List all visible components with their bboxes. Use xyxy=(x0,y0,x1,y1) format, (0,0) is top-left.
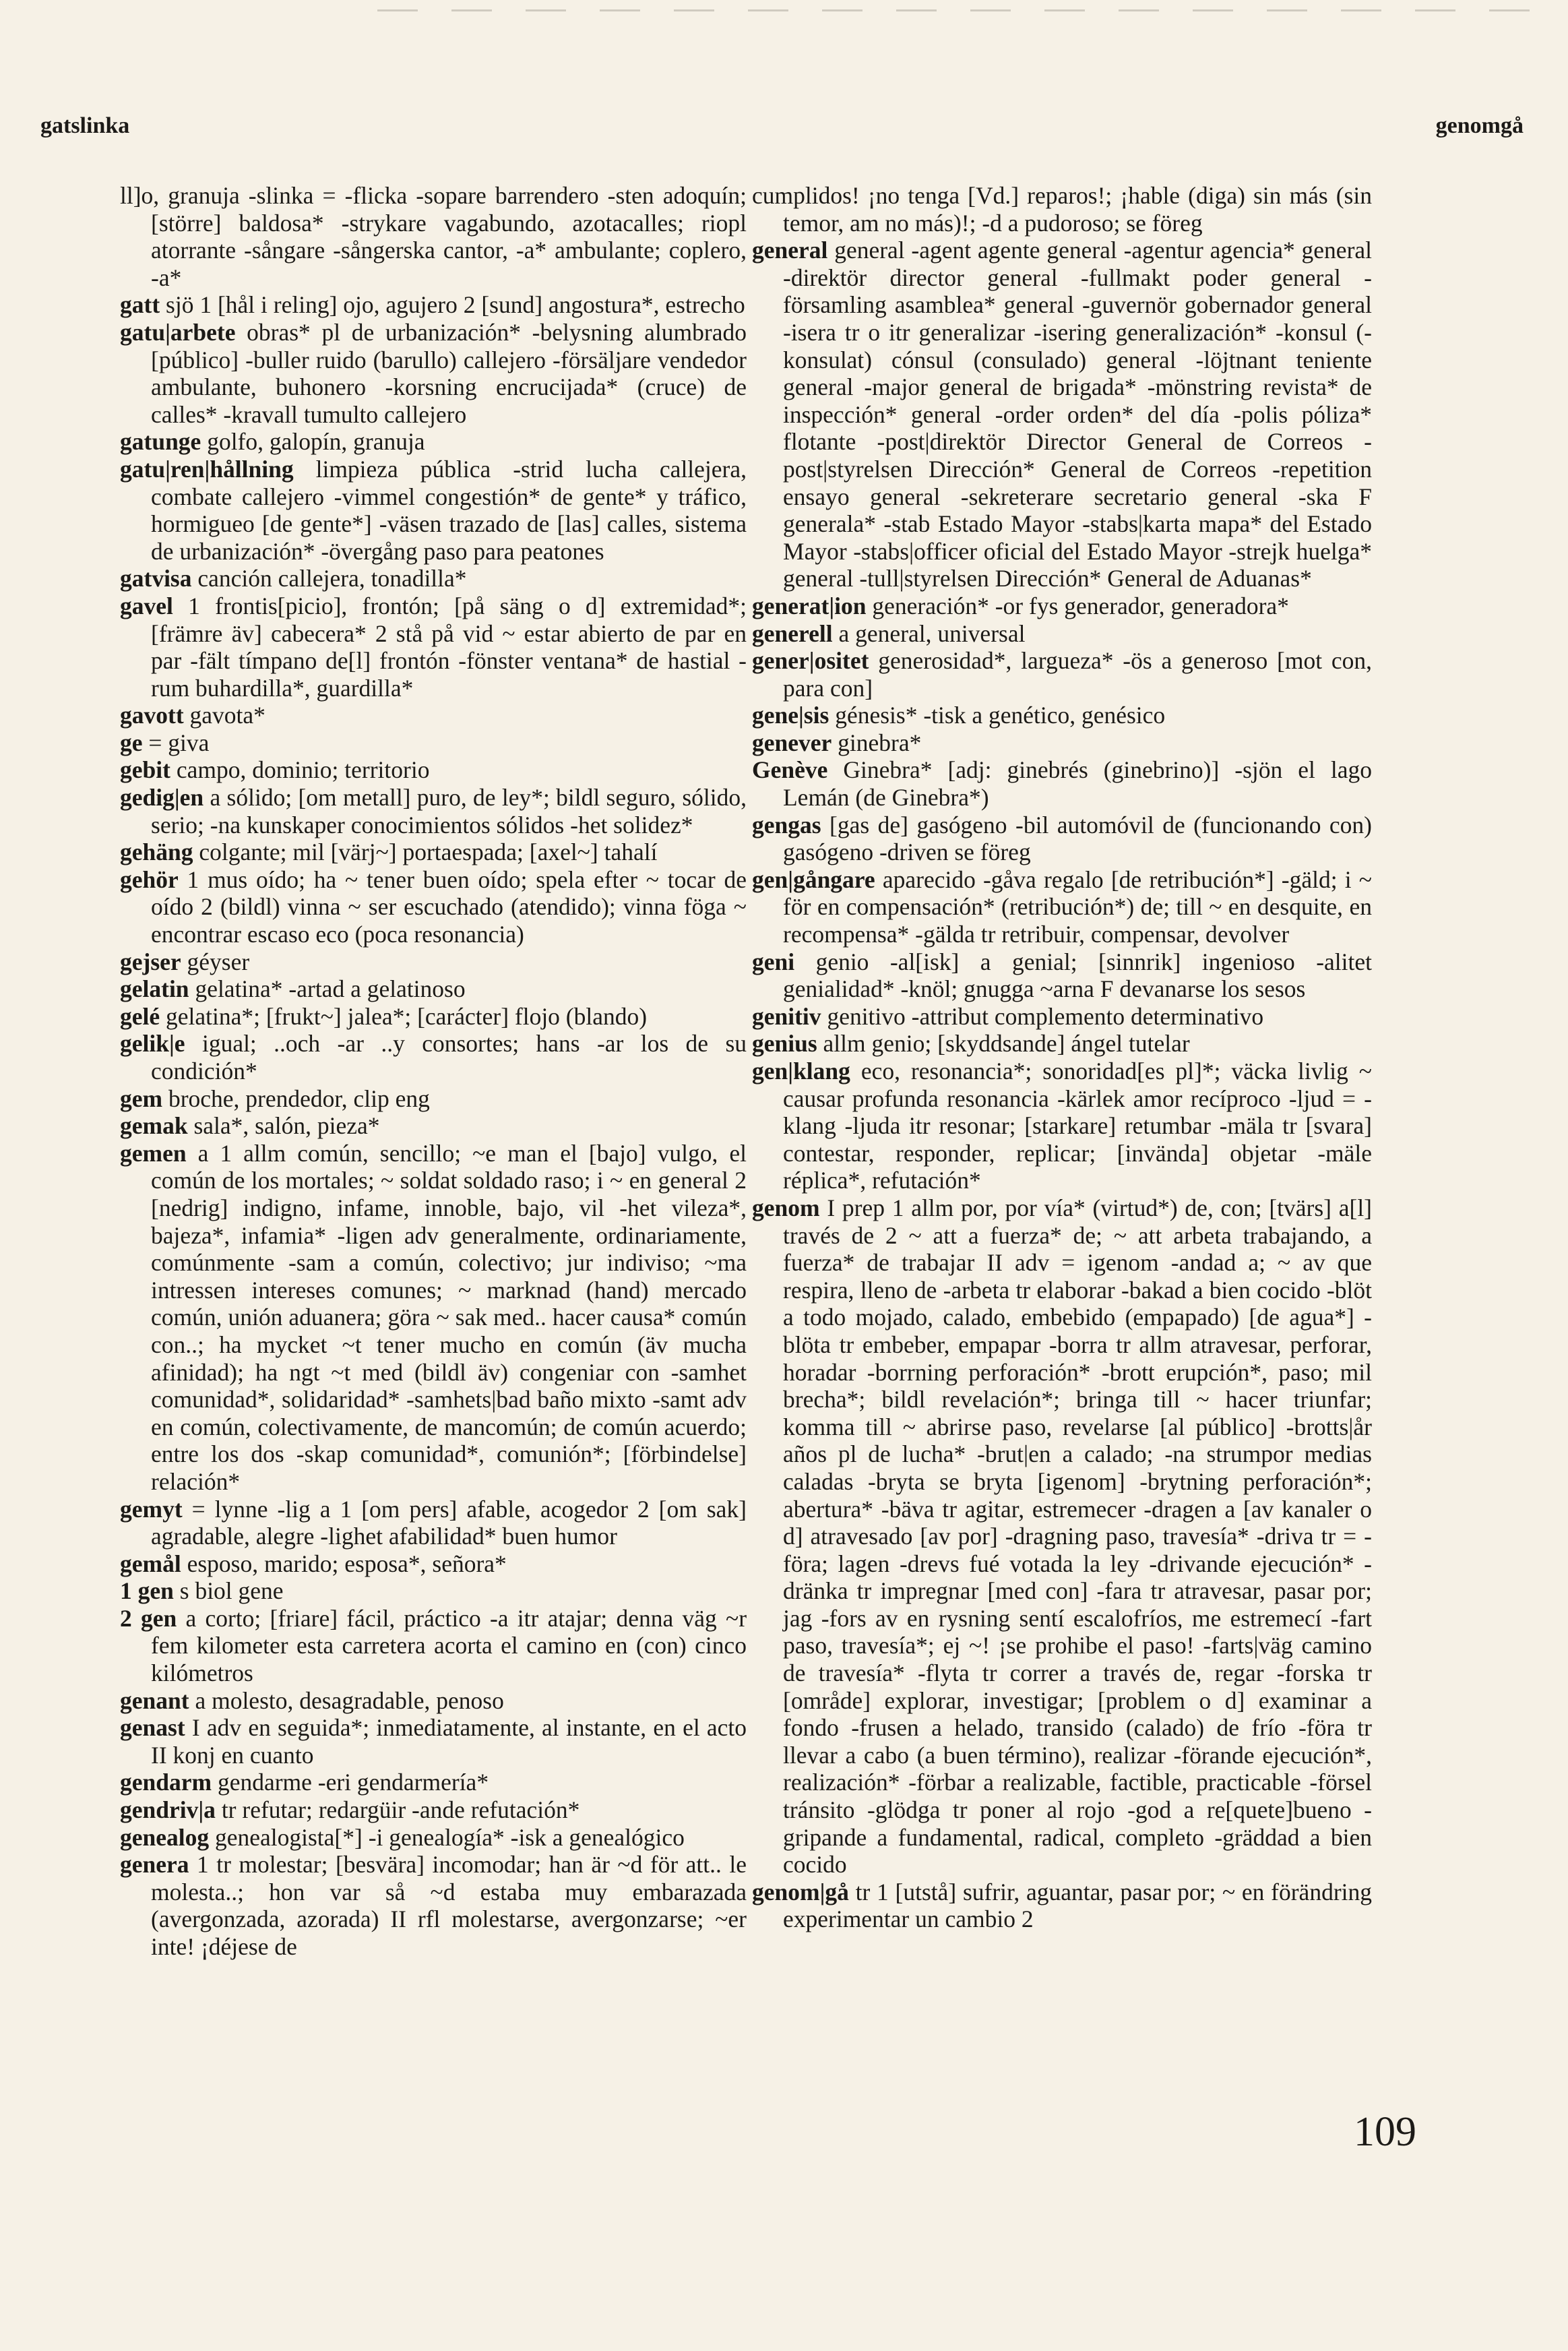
guide-word-left: gatslinka xyxy=(40,113,130,138)
entry-definition: gelatina*; [frukt~] jalea*; [carácter] flojo (blando) xyxy=(166,1002,648,1030)
entry-headword: gatu|ren|hållning xyxy=(120,455,294,483)
entry-headword: genant xyxy=(120,1686,189,1714)
entry-definition: igual; ..och -ar ..y consortes; hans -ar los de su condición* xyxy=(151,1030,747,1085)
entry-headword: gatu|arbete xyxy=(120,318,236,346)
dictionary-entry xyxy=(120,319,747,428)
entry-definition: generación* -or fys generador, generadora* xyxy=(872,592,1289,619)
entry-definition: aparecido -gåva regalo [de retribución*] -gäld; i ~ för en compensación* (retribución*) de; till ~ en desquite, en recompensa* -gälda tr retribuir, compensar, devolver xyxy=(783,865,1373,948)
dictionary-entry xyxy=(120,1577,747,1605)
dictionary-entry xyxy=(120,1851,747,1960)
entry-definition: gendarme -eri gendarmería* xyxy=(217,1769,489,1796)
entry-definition: a 1 allm común, sencillo; ~e man el [bajo] vulgo, el común de los mortales; ~ soldat soldado raso; i ~ en general 2 [nedrig] indigno, infame, innoble, bajo, vil -het vileza*, bajeza*, infamia* -ligen adv generalmente, ordinariamente, comúnmente -sam a común, colectivo; jur indiviso; ~ma intressen intereses comunes; ~ marknad (hand) mercado común, unión aduanera; göra ~ sak med.. hacer causa* común con..; ha mycket ~t tener mucho en común (äv mucha afinidad); ha ngt ~t med (bildl äv) congeniar con -samhet comunidad*, solidaridad* -samhets|bad baño mixto -samt adv en común, colectivamente, de mancomún; de común acuerdo; entre los dos -skap comunidad*, comunión*; [förbindelse] relación* xyxy=(151,1139,747,1495)
entry-headword: genera xyxy=(120,1851,189,1879)
scan-top-edge xyxy=(377,9,1541,11)
entry-definition: allm genio; [skyddsande] ángel tutelar xyxy=(823,1030,1190,1058)
entry-definition: esposo, marido; esposa*, señora* xyxy=(187,1550,507,1577)
dictionary-entry xyxy=(120,1550,747,1578)
dictionary-entry xyxy=(120,784,747,838)
dictionary-entry xyxy=(120,456,747,565)
entry-definition: [gas de] gasógeno -bil automóvil de (funcionando con) gasógeno -driven se föreg xyxy=(783,811,1372,866)
entry-definition: I prep 1 allm por, por vía* (virtud*) de, con; [tvärs] a[l] través de 2 ~ att a fuerza* de; ~ att arbeta trabajando, a fuerza* de trabajar II adv = igenom -andad a; ~ av que respira, lleno de -arbeta tr elaborar -bakad a bien cocido -blöt a todo mojado, calado, embebido (empapado) [de agua*] -blöta tr embeber, empapar -borra tr allm atravesar, perforar, horadar -borrning perforación* -brott erupción*, paso; mil brecha*; bildl revelación*; bringa till ~ hacer triunfar; komma till ~ abrirse paso, revelarse [al público] -brotts|år años pl de lucha* -brut|en a calado; -na strumpor medias caladas -bryta se bryta [igenom] -brytning perforación*; abertura* -bäva tr agitar, estremecer -dragen a [av kanaler o d] atravesado [av por] -dragning paso, travesía* -driva tr = -föra; lagen -drevs fué votada la ley -drivande ejecución* -dränka tr impregnar [med con] -fara tr atravesar, pasar por; jag -fors av en rysning sentí escalofríos, me estremecí -fart paso, travesía*; ej ~! ¡se prohibe el paso! -farts|väg camino de travesía* -flyta tr correr a través de, regar -forska tr [område] explorar, investigar; [problem o d] examinar a fondo -frusen a helado, transido (calado) de frío -föra tr llevar a cabo (a buen término), realizar -förande ejecución*, realización* -förbar a realizable, factible, practicable -försel tránsito -glödga tr poner al rojo -god a re[quete]bueno -gripande a fundamental, radical, completo -gräddad a bien cocido xyxy=(783,1194,1373,1879)
entry-headword: gelatin xyxy=(120,975,189,1003)
entry-headword: genitiv xyxy=(752,1002,821,1030)
entry-definition: gelatina* -artad a gelatinoso xyxy=(195,975,466,1003)
entry-definition: Ginebra* [adj: ginebrés (ginebrino)] -sjön el lago Lemán (de Ginebra*) xyxy=(783,756,1372,812)
entry-definition: obras* pl de urbanización* -belysning alumbrado [público] -buller ruido (barullo) callejero -försäljare vendedor ambulante, buhonero -korsning encrucijada* (cruce) de calles* -kravall tumulto callejero xyxy=(151,318,747,428)
entry-headword: gatunge xyxy=(120,428,201,456)
left-column xyxy=(120,182,747,1961)
page-number: 109 xyxy=(1354,2109,1416,2155)
entry-headword: gen|gångare xyxy=(752,865,875,893)
entry-definition: eco, resonancia*; sonoridad[es pl]*; väcka livlig ~ causar profunda resonancia -kärlek amor recíproco -ljud = -klang -ljuda itr resonar; [starkare] retumbar -mäla tr [svara] contestar, responder, replicar; [invända] objetar -mäle réplica*, refutación* xyxy=(783,1058,1373,1194)
dictionary-entry xyxy=(120,565,747,592)
entry-definition: ginebra* xyxy=(838,729,922,756)
dictionary-entry xyxy=(120,838,747,866)
dictionary-entry xyxy=(120,1687,747,1715)
dictionary-entry xyxy=(120,702,747,729)
entry-headword: gener|ositet xyxy=(752,647,869,675)
entry-definition: generosidad*, largueza* -ös a generoso [mot con, para con] xyxy=(783,647,1372,702)
entry-headword: gendriv|a xyxy=(120,1796,216,1824)
entry-headword: gelik|e xyxy=(120,1030,185,1058)
dictionary-entry xyxy=(120,1003,747,1031)
dictionary-entry xyxy=(752,592,1372,620)
dictionary-entry xyxy=(120,975,747,1003)
dictionary-entry xyxy=(752,1030,1372,1058)
entry-definition: genitivo -attribut complemento determinativo xyxy=(827,1002,1264,1030)
dictionary-entry xyxy=(752,812,1372,866)
entry-headword: gemen xyxy=(120,1139,187,1167)
entry-headword: gatt xyxy=(120,291,160,319)
entry-definition: campo, dominio; territorio xyxy=(176,756,430,784)
entry-definition: sjö 1 [hål i reling] ojo, agujero 2 [sund] angostura*, estrecho xyxy=(166,291,745,319)
entry-definition: genio -al[isk] a genial; [sinnrik] ingenioso -alitet genialidad* -knöl; gnugga ~arna F devanarse los sesos xyxy=(783,948,1372,1003)
entry-definition: génesis* -tisk a genético, genésico xyxy=(835,702,1166,729)
dictionary-entry xyxy=(752,948,1372,1003)
dictionary-entry xyxy=(752,702,1372,729)
entry-definition: tr 1 [utstå] sufrir, aguantar, pasar por; ~ en förändring experimentar un cambio 2 xyxy=(783,1878,1372,1933)
entry-headword: 1 gen xyxy=(120,1577,174,1605)
dictionary-entry xyxy=(752,729,1372,757)
entry-definition: a general, universal xyxy=(838,619,1026,647)
dictionary-entry xyxy=(752,620,1372,648)
entry-headword: gen|klang xyxy=(752,1058,850,1085)
entry-definition: general -agent agente general -agentur agencia* general -direktör director general -fullmakt poder general -församling asamblea* general -guvernör gobernador general -isera tr o itr generalizar -isering generalización* -konsul (-konsulat) cónsul (consulado) general -löjtnant teniente general -major general de brigada* -mönstring revista* de inspección* general -order orden* del día -polis póliza* flotante -post|direktör Director General de Correos -post|styrelsen Dirección* General de Correos -repetition ensayo general -sekreterare secretario general -ska F generala* -stab Estado Mayor -stabs|karta mapa* del Estado Mayor -stabs|officer oficial del Estado Mayor -strejk huelga* general -tull|styrelsen Dirección* General de Aduanas* xyxy=(783,237,1373,592)
entry-headword: genever xyxy=(752,729,832,756)
dictionary-entry xyxy=(752,647,1372,702)
entry-headword: gejser xyxy=(120,948,181,975)
entry-headword: gedig|en xyxy=(120,784,204,812)
entry-headword: gemål xyxy=(120,1550,181,1577)
dictionary-entry xyxy=(120,1496,747,1550)
entry-definition: 1 tr molestar; [besvära] incomodar; han är ~d för att.. le molesta..; hon var så ~d estaba muy embarazada (avergonzada, azorada) II rfl molestarse, avergonzarse; ~er inte! ¡déjese de xyxy=(151,1851,747,1960)
entry-headword: genom xyxy=(752,1194,820,1221)
entry-definition: limpieza pública -strid lucha callejera, combate callejero -vimmel congestión* de gente* y tráfico, hormigueo [de gente*] -väsen trazado de [las] calles, sistema de urbanización* -övergång paso para peatones xyxy=(151,455,747,565)
entry-headword: genius xyxy=(752,1030,817,1058)
dictionary-entry xyxy=(752,1003,1372,1031)
entry-definition: golfo, galopín, granuja xyxy=(207,428,425,456)
entry-headword: gatvisa xyxy=(120,565,192,592)
entry-definition: colgante; mil [värj~] portaespada; [axel~] tahalí xyxy=(199,838,658,866)
entry-headword: gavel xyxy=(120,592,173,619)
right-column xyxy=(752,182,1372,1933)
entry-definition: = giva xyxy=(148,729,210,756)
entry-headword: gem xyxy=(120,1085,163,1112)
dictionary-entry xyxy=(752,237,1372,592)
dictionary-entry xyxy=(120,182,747,291)
entry-definition: a corto; [friare] fácil, práctico -a itr atajar; denna väg ~r fem kilometer esta carretera acorta el camino en (con) cinco kilómetros xyxy=(151,1604,747,1687)
entry-headword: gehör xyxy=(120,865,179,893)
dictionary-entry xyxy=(120,1085,747,1113)
page-header xyxy=(40,113,1528,154)
dictionary-entry xyxy=(120,1714,747,1769)
entry-definition: 1 mus oído; ha ~ tener buen oído; spela efter ~ tocar de oído 2 (bildl) vinna ~ ser escuchado (atendido); vinna föga ~ encontrar escaso eco (poca resonancia) xyxy=(151,865,747,948)
guide-word-right: genomgå xyxy=(1435,113,1524,138)
entry-definition: broche, prendedor, clip eng xyxy=(168,1085,430,1112)
entry-headword: gehäng xyxy=(120,838,193,866)
entry-headword: gendarm xyxy=(120,1769,212,1796)
entry-definition: cumplidos! ¡no tenga [Vd.] reparos!; ¡hable (diga) sin más (sin temor, am no más)!; -d a pudoroso; se föreg xyxy=(752,182,1372,237)
dictionary-entry xyxy=(120,1824,747,1852)
entry-definition: tr refutar; redargüir -ande refutación* xyxy=(221,1796,580,1824)
dictionary-entry xyxy=(752,866,1372,948)
entry-headword: ge xyxy=(120,729,143,756)
dictionary-entry xyxy=(120,291,747,319)
dictionary-entry xyxy=(120,866,747,948)
entry-headword: gebit xyxy=(120,756,170,784)
entry-headword: gelé xyxy=(120,1002,160,1030)
entry-definition: canción callejera, tonadilla* xyxy=(197,565,467,592)
dictionary-entry xyxy=(752,756,1372,811)
entry-definition: ll]o, granuja -slinka = -flicka -sopare barrendero -sten adoquín; [större] baldosa* -strykare vagabundo, azotacalles; riopl atorrante -sångare -sångerska cantor, -a* ambulante; coplero, -a* xyxy=(120,182,747,291)
dictionary-entry xyxy=(120,729,747,757)
entry-definition: s biol gene xyxy=(179,1577,284,1605)
dictionary-entry xyxy=(752,1879,1372,1933)
entry-definition: sala*, salón, pieza* xyxy=(193,1112,380,1140)
entry-definition: a sólido; [om metall] puro, de ley*; bildl seguro, sólido, serio; -na kunskaper conocimientos sólidos -het solidez* xyxy=(151,784,747,838)
dictionary-entry xyxy=(120,1112,747,1140)
dictionary-entry xyxy=(120,428,747,456)
entry-headword: genast xyxy=(120,1714,185,1742)
entry-definition: géyser xyxy=(187,948,250,975)
entry-definition: a molesto, desagradable, penoso xyxy=(195,1686,504,1714)
entry-headword: gene|sis xyxy=(752,702,829,729)
entry-definition: 1 frontis[picio], frontón; [på säng o d] extremidad*; [främre äv] cabecera* 2 stå på vid ~ estar abierto de par en par -fält tímpano de[l] frontón -fönster ventana* de hastial -rum buhardilla*, guardilla* xyxy=(151,592,747,702)
entry-headword: gengas xyxy=(752,811,821,838)
entry-headword: 2 gen xyxy=(120,1604,177,1632)
dictionary-entry xyxy=(752,1194,1372,1879)
entry-definition: genealogista[*] -i genealogía* -isk a genealógico xyxy=(215,1823,685,1851)
entry-headword: gemyt xyxy=(120,1495,183,1523)
entry-definition: = lynne -lig a 1 [om pers] afable, acogedor 2 [om sak] agradable, alegre -lighet afabilidad* buen humor xyxy=(151,1495,747,1550)
entry-headword: gemak xyxy=(120,1112,188,1140)
entry-headword: gavott xyxy=(120,702,184,729)
dictionary-entry xyxy=(120,1769,747,1796)
entry-definition: gavota* xyxy=(189,702,265,729)
entry-definition: I adv en seguida*; inmediatamente, al instante, en el acto II konj en cuanto xyxy=(151,1714,747,1769)
entry-headword: geni xyxy=(752,948,795,975)
dictionary-entry xyxy=(120,1796,747,1824)
dictionary-entry xyxy=(752,182,1372,237)
entry-headword: genom|gå xyxy=(752,1878,849,1905)
entry-headword: general xyxy=(752,237,828,264)
dictionary-entry xyxy=(120,592,747,702)
dictionary-entry xyxy=(120,948,747,976)
entry-headword: generell xyxy=(752,619,833,647)
dictionary-entry xyxy=(120,1030,747,1085)
dictionary-entry xyxy=(120,1140,747,1496)
dictionary-entry xyxy=(752,1058,1372,1194)
dictionary-entry xyxy=(120,756,747,784)
entry-headword: generat|ion xyxy=(752,592,867,619)
entry-headword: genealog xyxy=(120,1823,210,1851)
entry-headword: Genève xyxy=(752,756,828,784)
dictionary-entry xyxy=(120,1605,747,1687)
